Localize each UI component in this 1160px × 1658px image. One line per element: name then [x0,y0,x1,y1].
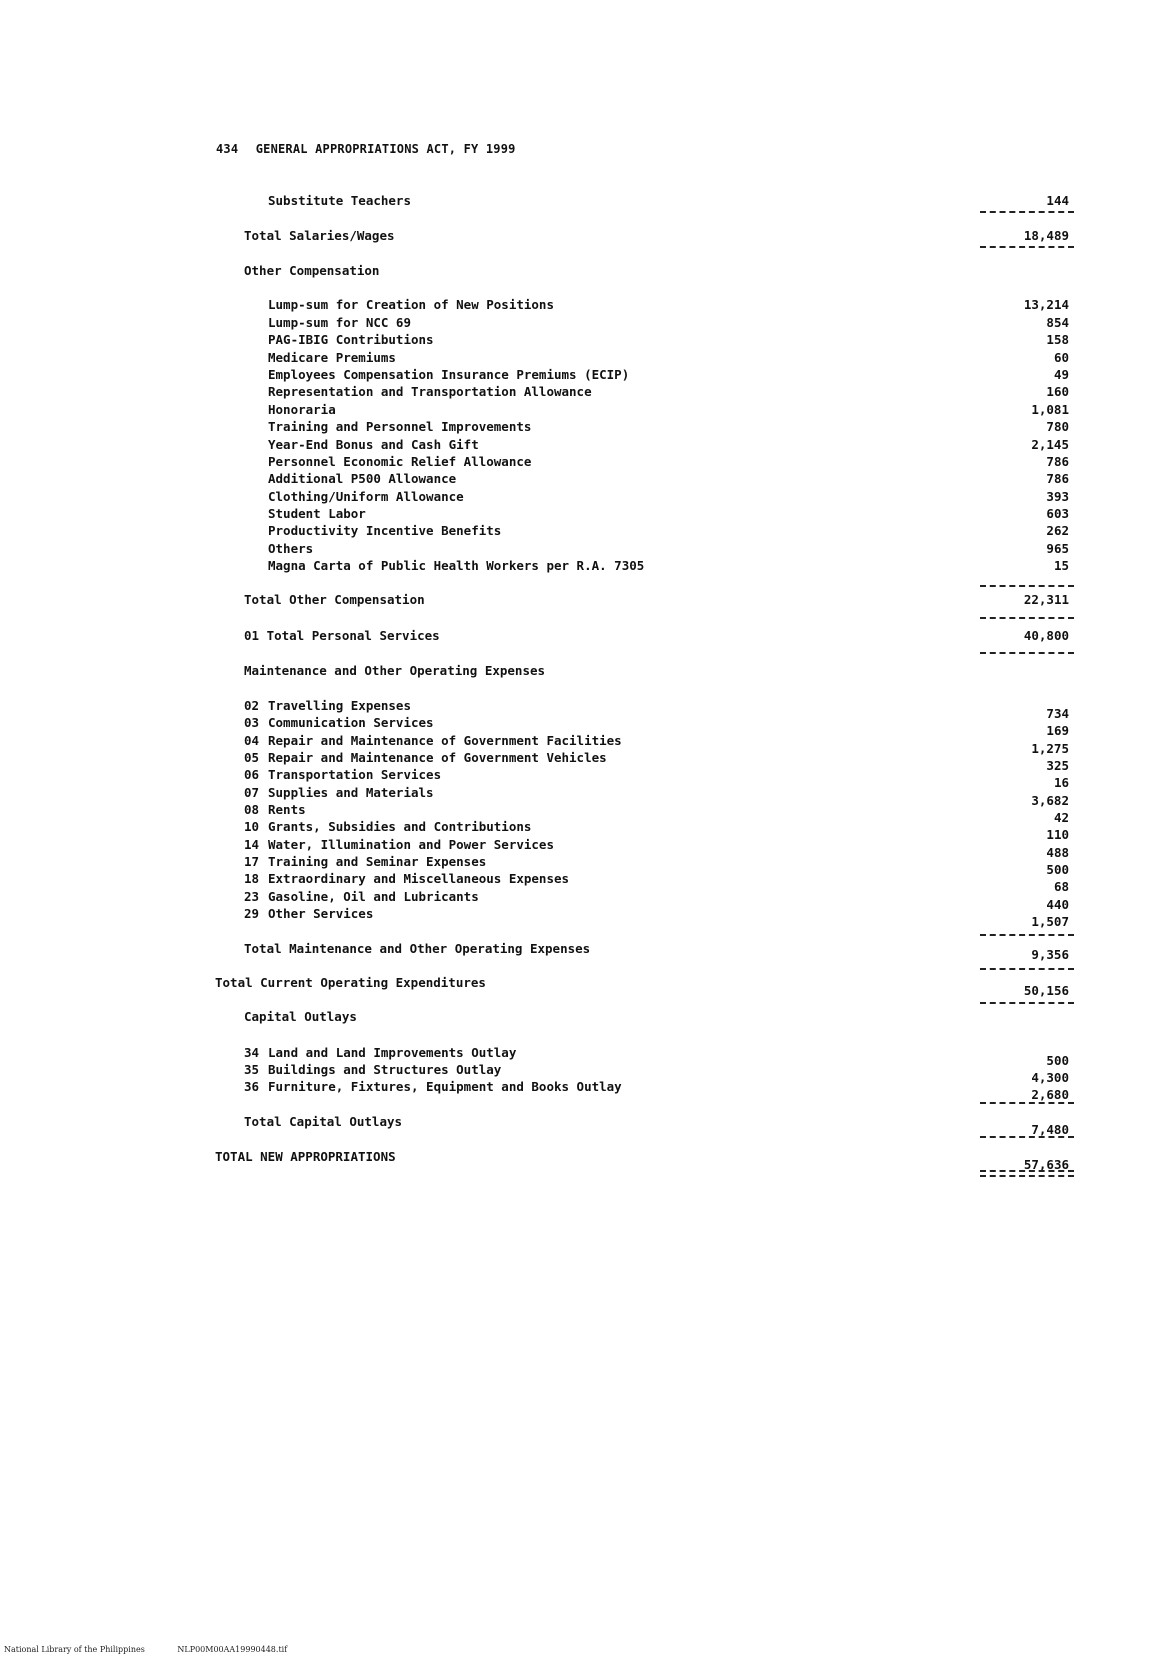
row-label-text: Communication Services [268,715,434,730]
table-row [0,331,1160,349]
table-row [0,436,1160,454]
row-label-text: Additional P500 Allowance [268,471,457,486]
row-label [268,192,411,210]
table-row [0,1061,1160,1085]
row-amount: 603 [1046,506,1069,521]
row-label [268,540,313,558]
table-row [0,401,1160,419]
table-row [0,1148,1160,1172]
page-header [216,142,516,156]
row-label [268,505,366,523]
row-amount: 60 [1053,350,1069,365]
table-row [0,366,1160,384]
row-label [244,784,434,802]
page-title: GENERAL APPROPRIATIONS ACT, FY 1999 [255,142,516,156]
table-row [0,1113,1160,1137]
row-label [244,662,545,680]
row-label-text: Representation and Transportation Allowance [268,384,592,399]
row-label-text: Extraordinary and Miscellaneous Expenses [268,871,570,886]
row-label-text: TOTAL NEW APPROPRIATIONS [215,1149,396,1164]
row-label [268,522,501,540]
total-rule [980,934,1074,936]
row-label-text: Capital Outlays [244,1009,357,1024]
row-amount: 325 [1046,758,1069,773]
table-row [0,296,1160,314]
row-amount: 42 [1053,810,1069,825]
row-label [244,591,425,609]
scan-footer [4,1645,317,1654]
row-label [244,801,306,819]
row-label-text: PAG-IBIG Contributions [268,332,434,347]
row-amount: 2,145 [1031,437,1069,452]
row-label-text: Grants, Subsidies and Contributions [268,819,532,834]
table-row [0,766,1160,790]
table-row [0,505,1160,523]
row-amount: 50,156 [1023,983,1069,998]
object-code: 14 [244,837,260,852]
row-label [268,314,411,332]
total-rule [980,585,1074,587]
row-amount: 734 [1046,706,1069,721]
row-amount: 7,480 [1031,1122,1069,1137]
row-label [268,296,554,314]
table-row [0,853,1160,877]
row-label [244,714,434,732]
row-label [244,697,411,715]
row-label-text: Year-End Bonus and Cash Gift [268,437,479,452]
table-row [0,1078,1160,1102]
table-row [0,888,1160,912]
table-row [0,470,1160,488]
table-row [0,557,1160,575]
row-amount: 500 [1046,862,1069,877]
row-amount: 16 [1053,775,1069,790]
row-label [244,818,531,836]
row-label-text: Clothing/Uniform Allowance [268,489,464,504]
row-amount: 40,800 [1023,628,1069,643]
total-rule [980,617,1074,619]
row-label-text: Lump-sum for NCC 69 [268,315,411,330]
table-row [0,627,1160,645]
row-label-text: Total Other Compensation [244,592,425,607]
row-label-text: Buildings and Structures Outlay [268,1062,502,1077]
row-amount: 160 [1046,384,1069,399]
table-row [0,349,1160,367]
total-rule [980,1002,1074,1004]
row-label [268,436,479,454]
table-row [0,818,1160,842]
row-label-text: Magna Carta of Public Health Workers per R.A. 7305 [268,558,645,573]
row-label-text: Medicare Premiums [268,350,396,365]
object-code: 06 [244,767,260,782]
row-label-text: Training and Personnel Improvements [268,419,532,434]
row-amount: 49 [1053,367,1069,382]
table-row [0,192,1160,210]
row-amount: 68 [1053,879,1069,894]
row-label [215,1148,396,1166]
table-row [0,836,1160,860]
double-rule [980,1170,1074,1177]
row-label-text: Gasoline, Oil and Lubricants [268,889,479,904]
row-amount: 13,214 [1023,297,1069,312]
row-amount: 22,311 [1023,592,1069,607]
row-label [268,453,531,471]
row-label-text: Rents [268,802,306,817]
row-label [244,749,607,767]
table-row [0,697,1160,721]
row-label-text: Other Compensation [244,263,380,278]
row-label [244,853,486,871]
footer-library: National Library of the Philippines [4,1645,145,1654]
row-label-text: Total Maintenance and Other Operating Expenses [244,941,591,956]
row-amount: 965 [1046,541,1069,556]
row-label-text: Productivity Incentive Benefits [268,523,502,538]
object-code: 18 [244,871,260,886]
row-label [244,888,479,906]
row-label-text: Furniture, Fixtures, Equipment and Books Outlay [268,1079,622,1094]
table-row [0,784,1160,808]
row-label [244,262,379,280]
row-label-text: Training and Seminar Expenses [268,854,487,869]
total-rule [980,968,1074,970]
row-amount: 57,636 [1023,1157,1069,1172]
row-label [244,1078,622,1096]
table-row [0,488,1160,506]
row-label [244,836,554,854]
row-label [268,383,592,401]
object-code: 03 [244,715,260,730]
row-amount: 18,489 [1023,228,1069,243]
total-rule [980,1136,1074,1138]
row-label [244,627,440,645]
row-label-text: Other Services [268,906,374,921]
row-label-text: Maintenance and Other Operating Expenses [244,663,546,678]
row-label-text: Transportation Services [268,767,442,782]
row-label-text: Others [268,541,314,556]
row-amount: 500 [1046,1053,1069,1068]
table-row [0,262,1160,280]
row-amount: 4,300 [1031,1070,1069,1085]
row-amount: 3,682 [1031,793,1069,808]
row-label [244,227,395,245]
row-label [244,1061,501,1079]
row-label-text: Personnel Economic Relief Allowance [268,454,532,469]
table-row [0,1008,1160,1026]
row-label [244,905,373,923]
row-label-text: Water, Illumination and Power Services [268,837,554,852]
row-amount: 786 [1046,471,1069,486]
row-label [244,732,622,750]
page-number: 434 [216,142,239,156]
row-label-text: Total Salaries/Wages [244,228,395,243]
row-amount: 110 [1046,827,1069,842]
row-label [244,1113,402,1131]
row-label-text: Total Current Operating Expenditures [215,975,486,990]
row-label [268,331,434,349]
total-rule [980,246,1074,248]
row-amount: 1,507 [1031,914,1069,929]
row-amount: 488 [1046,845,1069,860]
row-label [268,418,531,436]
object-code: 35 [244,1062,260,1077]
row-label-text: Repair and Maintenance of Government Vehicles [268,750,607,765]
row-amount: 393 [1046,489,1069,504]
row-label [268,366,629,384]
row-label [215,974,486,992]
table-row [0,453,1160,471]
table-row [0,1044,1160,1068]
object-code: 23 [244,889,260,904]
row-label-text: Supplies and Materials [268,785,434,800]
object-code: 34 [244,1045,260,1060]
row-label [244,940,590,958]
object-code: 10 [244,819,260,834]
row-amount: 786 [1046,454,1069,469]
row-amount: 262 [1046,523,1069,538]
row-label-text: Total Capital Outlays [244,1114,403,1129]
row-label [268,401,336,419]
row-label [268,470,456,488]
object-code: 08 [244,802,260,817]
row-label-text: Substitute Teachers [268,193,411,208]
row-label [268,488,464,506]
object-code: 36 [244,1079,260,1094]
row-label [244,1044,516,1062]
row-label-text: 01 Total Personal Services [244,628,440,643]
object-code: 02 [244,698,260,713]
object-code: 07 [244,785,260,800]
object-code: 17 [244,854,260,869]
total-rule [980,211,1074,213]
table-row [0,749,1160,773]
object-code: 29 [244,906,260,921]
table-row [0,714,1160,738]
table-row [0,974,1160,998]
table-row [0,314,1160,332]
object-code: 05 [244,750,260,765]
total-rule [980,1102,1074,1104]
row-label [244,766,441,784]
total-rule [980,652,1074,654]
table-row [0,801,1160,825]
row-amount: 440 [1046,897,1069,912]
object-code: 04 [244,733,260,748]
table-row [0,662,1160,680]
table-row [0,905,1160,929]
row-amount: 9,356 [1031,947,1069,962]
table-row [0,540,1160,558]
row-label-text: Student Labor [268,506,366,521]
table-row [0,940,1160,962]
row-label-text: Travelling Expenses [268,698,411,713]
row-label-text: Employees Compensation Insurance Premiums (ECIP) [268,367,630,382]
row-amount: 1,081 [1031,402,1069,417]
table-row [0,383,1160,401]
row-label [268,557,644,575]
row-amount: 1,275 [1031,741,1069,756]
row-amount: 15 [1053,558,1069,573]
table-row [0,227,1160,245]
row-label-text: Lump-sum for Creation of New Positions [268,297,554,312]
table-row [0,870,1160,894]
row-amount: 144 [1046,193,1069,208]
table-row [0,418,1160,436]
row-amount: 854 [1046,315,1069,330]
footer-file: NLP00M00AA19990448.tif [177,1645,288,1654]
table-row [0,732,1160,756]
row-amount: 158 [1046,332,1069,347]
row-label-text: Land and Land Improvements Outlay [268,1045,517,1060]
row-label [268,349,396,367]
row-amount: 2,680 [1031,1087,1069,1102]
row-label-text: Honoraria [268,402,336,417]
row-amount: 780 [1046,419,1069,434]
row-amount: 169 [1046,723,1069,738]
row-label [244,1008,357,1026]
row-label-text: Repair and Maintenance of Government Facilities [268,733,622,748]
table-row [0,522,1160,540]
row-label [244,870,569,888]
table-row [0,591,1160,609]
